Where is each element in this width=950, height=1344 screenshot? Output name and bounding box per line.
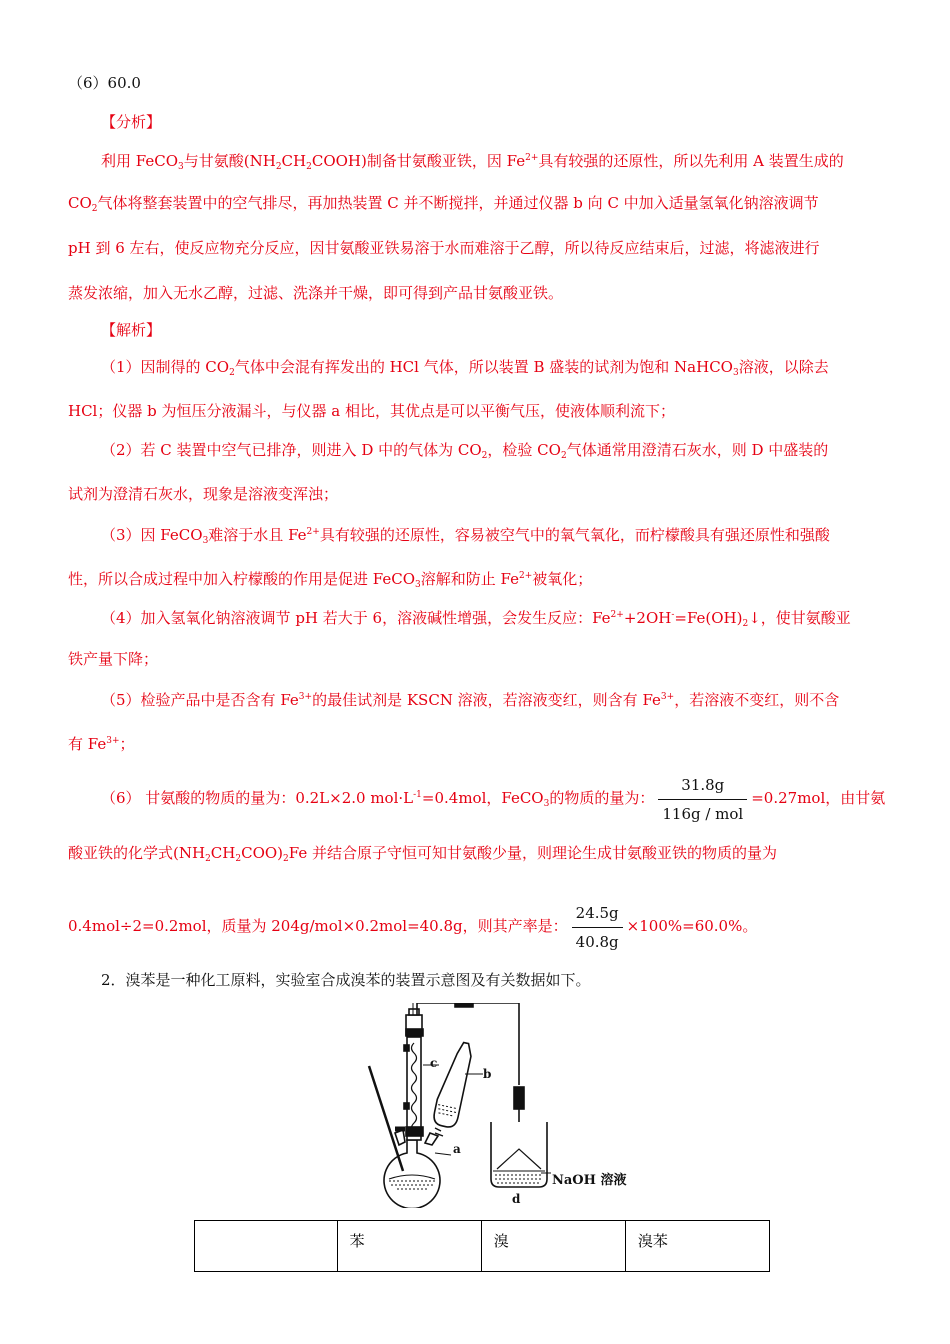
label-b: b — [483, 1067, 492, 1081]
analysis-line-4: 蒸发浓缩，加入无水乙醇，过滤、洗涤并干燥，即可得到产品甘氨酸亚铁。 — [68, 284, 564, 302]
bromobenzene-apparatus-diagram — [355, 1003, 655, 1208]
solution-p3: （3）因 FeCO$_3$难溶于水且 $Fe^{2+}$具有较强的还原性，容易被空气中的氧气氧化，而柠檬酸具有强还原性和强酸 — [101, 526, 830, 546]
solution-p5: （5）检验产品中是否含有 $Fe^{3+}$的最佳试剂是 KSCN 溶液，若溶液变红，则含有 $Fe^{3+}$，若溶液不变红，则不含 — [101, 691, 840, 709]
fraction-moles-feco3: $\frac{31.8g}{\text{116g / mol}}$ — [658, 775, 747, 824]
solution-p4-cont: 铁产量下降； — [68, 650, 159, 668]
properties-table — [194, 1220, 770, 1272]
solution-p3-cont: 性，所以合成过程中加入柠檬酸的作用是促进 FeCO$_3$溶解和防止 $Fe^{2+}$被氧化； — [68, 570, 593, 590]
solution-p6-cont: 酸亚铁的化学式$(NH_2CH_2COO)_2Fe$ 并结合原子守恒可知甘氨酸少量，则理论生成甘氨酸亚铁的物质的量为 — [68, 844, 778, 864]
table-cell-bromine: 溴 — [481, 1221, 625, 1272]
label-naoh: NaOH 溶液 — [552, 1173, 627, 1188]
solution-p5-cont: 有 $Fe^{3+}$； — [68, 735, 135, 753]
flask-a — [384, 1140, 440, 1208]
solution-p2-cont: 试剂为澄清石灰水，现象是溶液变浑浊； — [68, 485, 339, 503]
answer-6: （6）60.0 — [68, 74, 141, 92]
solution-p6-yield: 0.4mol÷2=0.2mol，质量为 204g/mol×0.2mol=40.8g，则其产率是： $\frac{24.5g}{40.8g}$ ×100%=60.0%。 — [68, 903, 758, 951]
thermometer — [369, 1066, 403, 1171]
label-a: a — [453, 1142, 461, 1156]
solution-p6: （6） 甘氨酸的物质的量为：0.2L×2.0 $mol\cdot L^{-1}=0.4mol$，FeCO$_3$的物质的量为： $\frac{31.8g}{\text{116g / mol}}$ =0.27mol，由甘氨 — [101, 775, 886, 823]
solution-p4: （4）加入氢氧化钠溶液调节 pH 若大于 6，溶液碱性增强，会发生反应：$Fe^{2+}+2OH^-=Fe(OH)_2↓$，使甘氨酸亚 — [101, 609, 851, 629]
fraction-yield: $\frac{24.5g}{40.8g}$ — [572, 903, 623, 952]
label-c: c — [430, 1056, 438, 1070]
label-d: d — [512, 1192, 521, 1206]
analysis-line-3: pH 到 6 左右，使反应物充分反应，因甘氨酸亚铁易溶于水而难溶于乙醇，所以待反应结束后，过滤，将滤液进行 — [68, 239, 820, 257]
table-cell — [195, 1221, 338, 1272]
table-cell-benzene: 苯 — [337, 1221, 481, 1272]
analysis-line-2: $CO_2$气体将整套装置中的空气排尽，再加热装置 C 并不断搅拌，并通过仪器 b 向 C 中加入适量氢氧化钠溶液调节 — [68, 194, 819, 214]
analysis-heading: 【分析】 — [101, 113, 162, 131]
analysis-line-1: 利用 FeCO$_3$与甘氨酸$(NH_2CH_2COOH)$制备甘氨酸亚铁，因 $Fe^{2+}$具有较强的还原性，所以先利用 A 装置生成的 — [101, 152, 844, 172]
funnel-b — [432, 1040, 473, 1129]
question-2: 2．溴苯是一种化工原料，实验室合成溴苯的装置示意图及有关数据如下。 — [101, 971, 591, 989]
table-cell-bromobenzene: 溴苯 — [625, 1221, 769, 1272]
solution-p2: （2）若 C 装置中空气已排净，则进入 D 中的气体为 $CO_2$，检验 $CO_2$气体通常用澄清石灰水，则 D 中盛装的 — [101, 441, 829, 461]
table-row — [195, 1221, 770, 1272]
beaker-d — [491, 1122, 547, 1187]
solution-p1: （1）因制得的 $CO_2$气体中会混有挥发出的 HCl 气体，所以装置 B 盛装的试剂为饱和 NaHCO$_3$溶液，以除去 — [101, 358, 829, 378]
solution-heading: 【解析】 — [101, 321, 162, 339]
solution-p1-cont: HCl；仪器 b 为恒压分液漏斗，与仪器 a 相比，其优点是可以平衡气压，使液体顺利流下； — [68, 402, 675, 420]
